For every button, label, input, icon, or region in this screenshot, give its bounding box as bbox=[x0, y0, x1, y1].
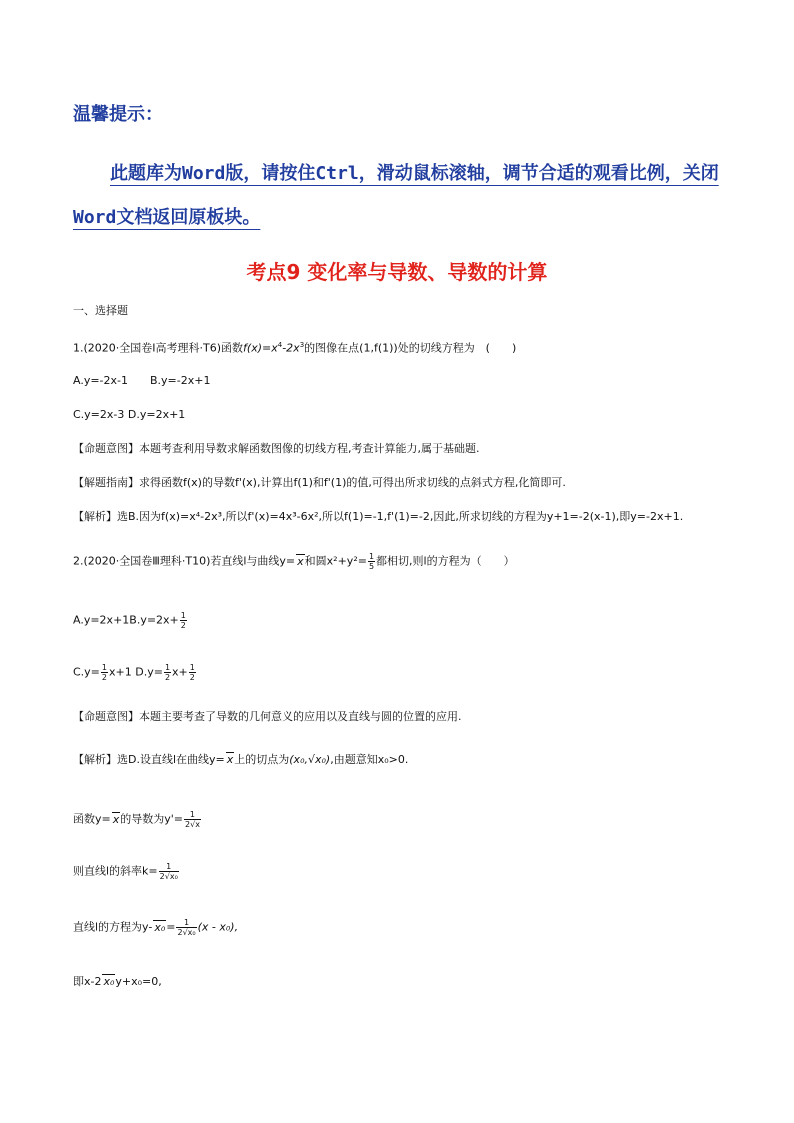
q2-analysis: 【解析】选D.设直线l在曲线y= x上的切点为(x₀,√x₀),由题意知x₀>0. bbox=[73, 753, 409, 766]
q1-options-ab: A.y=-2x-1 B.y=-2x+1 bbox=[73, 374, 211, 387]
q1-intent: 【命题意图】本题考查利用导数求解函数图像的切线方程,考查计算能力,属于基础题. bbox=[73, 442, 480, 455]
q2-options-cd: C.y= $\frac{1}{2}$ x+1 D.y= $\frac{1}{2}$ x+ $\frac{1}{2}$ bbox=[73, 663, 195, 682]
page-title: 考点9 变化率与导数、导数的计算 bbox=[246, 260, 548, 284]
q1-stem: 1.(2020·全国卷Ⅰ高考理科·T6)函数$f(x)=x^4-2x^3$的图像在点(1,f(1))处的切线方程为 ( ) bbox=[73, 341, 517, 355]
tip-heading: 温馨提示： bbox=[73, 104, 163, 125]
q2-options-ab: A.y=2x+1B.y=2x+ $\frac{1}{2}$ bbox=[73, 611, 186, 630]
q2-final: 即x-2 x₀y+x₀=0, bbox=[73, 975, 162, 988]
q2-intent: 【命题意图】本题主要考查了导数的几何意义的应用以及直线与圆的位置的应用. bbox=[73, 710, 462, 723]
q1-options-cd: C.y=2x-3 D.y=2x+1 bbox=[73, 408, 186, 421]
q2-derivative: 函数y= x的导数为y'= $\frac{1}{2√x}$ bbox=[73, 810, 200, 829]
q2-line-equation: 直线l的方程为y- x₀= $\frac{1}{\text{2√x₀}}$ (x - x₀), bbox=[73, 918, 239, 937]
q1-analysis: 【解析】选B.因为f(x)=x⁴-2x³,所以f'(x)=4x³-6x²,所以f(1)=-1,f'(1)=-2,因此,所求切线的方程为y+1=-2(x-1),即y=-2x+1. bbox=[73, 510, 684, 523]
tip-body: 此题库为Word版，请按住Ctrl，滑动鼠标滚轴，调节合适的观看比例，关闭Word文档返回原板块。 bbox=[73, 163, 719, 228]
q1-guide: 【解题指南】求得函数f(x)的导数f'(x),计算出f(1)和f'(1)的值,可得出所求切线的点斜式方程,化简即可. bbox=[73, 476, 566, 489]
q2-slope: 则直线l的斜率k= $\frac{1}{\text{2√x₀}}$ bbox=[73, 862, 178, 881]
q2-stem: 2.(2020·全国卷Ⅲ理科·T10)若直线l与曲线y= x和圆x²+y²= $\frac{1}{5}$ 都相切,则l的方程为（ ） bbox=[73, 552, 515, 571]
section-heading: 一、选择题 bbox=[73, 304, 128, 317]
